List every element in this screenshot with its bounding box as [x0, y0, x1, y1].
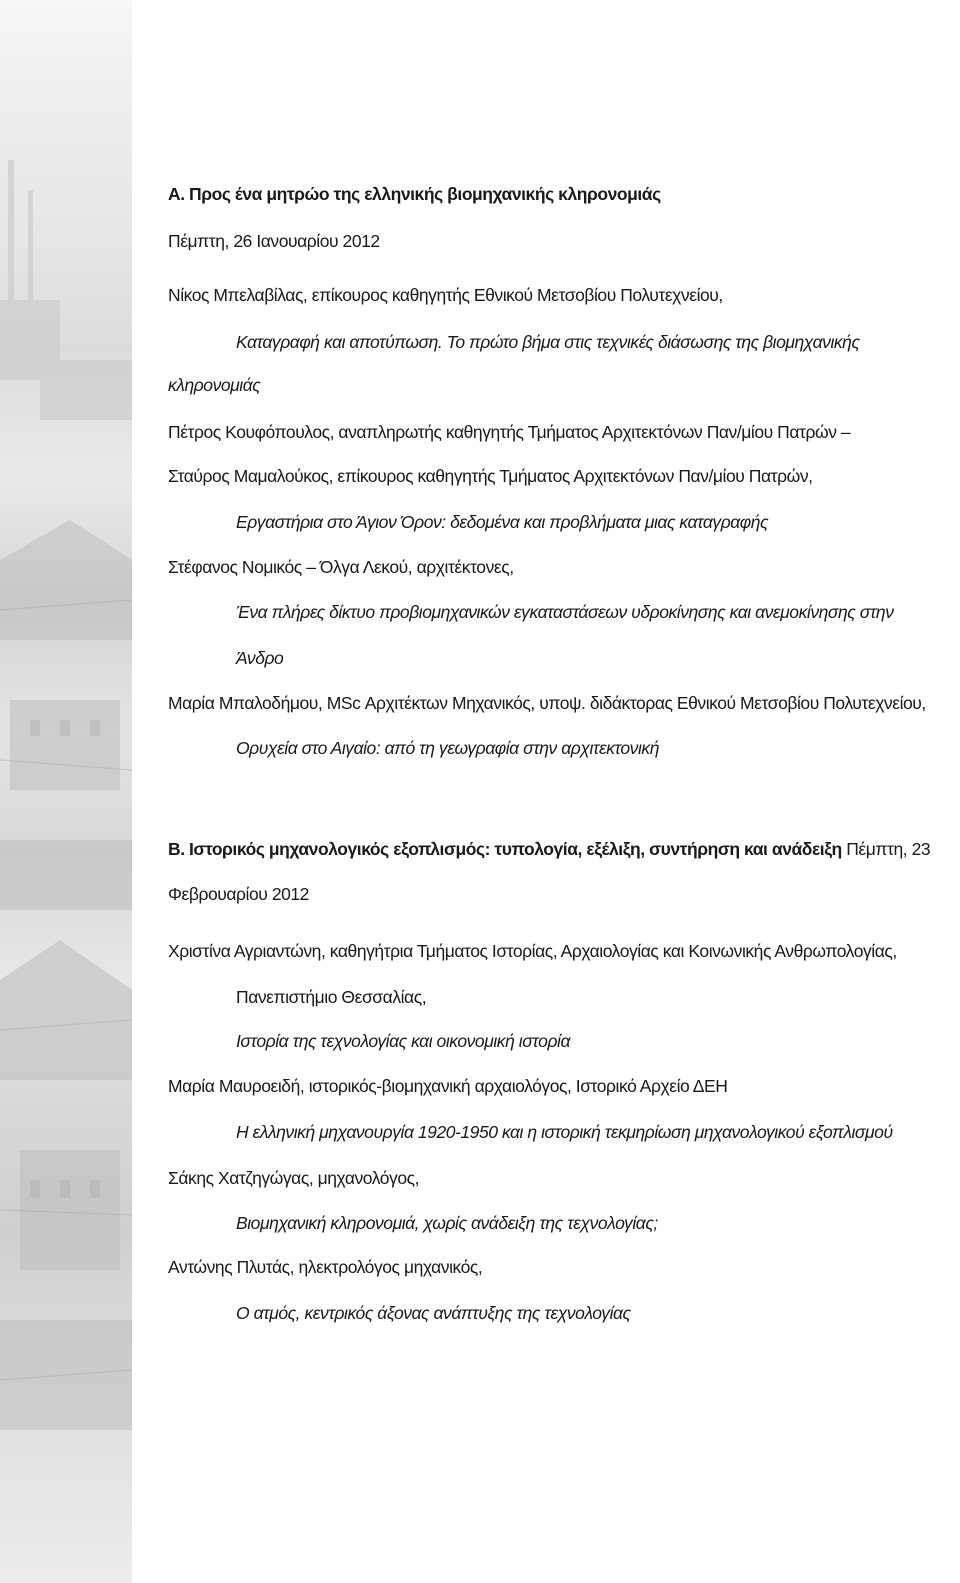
talk-title-steam: Ο ατμός, κεντρικός άξονας ανάπτυξης της τεχνολογίας: [236, 1303, 631, 1323]
section-b-date-part1: Πέμπτη, 23: [846, 839, 931, 859]
speaker-koufopoulos: Πέτρος Κουφόπουλος, αναπληρωτής καθηγητής Τμήματος Αρχιτεκτόνων Παν/μίου Πατρών –: [168, 422, 851, 442]
section-b-heading: [168, 838, 930, 860]
talk-title-history-technology: Ιστορία της τεχνολογίας και οικονομική ιστορία: [236, 1031, 570, 1051]
section-b-title: Β. Ιστορικός μηχανολογικός εξοπλισμός: τυπολογία, εξέλιξη, συντήρηση και ανάδειξη: [168, 839, 842, 859]
section-a-date: Πέμπτη, 26 Ιανουαρίου 2012: [168, 231, 380, 251]
speaker-agriantoni: Χριστίνα Αγριαντώνη, καθηγήτρια Τμήματος Ιστορίας, Αρχαιολογίας και Κοινωνικής Ανθρωπολογίας,: [168, 941, 897, 961]
talk-title-andros-line2: Άνδρο: [236, 648, 284, 668]
talk-title-andros-line1: Ένα πλήρες δίκτυο προβιομηχανικών εγκαταστάσεων υδροκίνησης και ανεμοκίνησης στην: [236, 602, 894, 622]
section-a-title: Α. Προς ένα μητρώο της ελληνικής βιομηχανικής κληρονομιάς: [168, 184, 661, 204]
talk-title-agion-oros: Εργαστήρια στο Άγιον Όρον: δεδομένα και προβλήματα μιας καταγραφής: [236, 512, 769, 532]
talk-title-greek-machine-shops: Η ελληνική μηχανουργία 1920-1950 και η ιστορική τεκμηρίωση μηχανολογικού εξοπλισμού: [236, 1122, 893, 1142]
speaker-agriantoni-affiliation: Πανεπιστήμιο Θεσσαλίας,: [236, 987, 427, 1007]
talk-title-industrial-heritage: Βιομηχανική κληρονομιά, χωρίς ανάδειξη της τεχνολογίας;: [236, 1213, 658, 1233]
section-b-date-part2: Φεβρουαρίου 2012: [168, 884, 309, 904]
speaker-balodimou: Μαρία Μπαλοδήμου, MSc Αρχιτέκτων Μηχανικός, υποψ. διδάκτορας Εθνικού Μετσοβίου Πολυτεχνείου,: [168, 693, 926, 713]
speaker-chatzigogas: Σάκης Χατζηγώγας, μηχανολόγος,: [168, 1168, 420, 1188]
speaker-mamaloukos: Σταύρος Μαμαλούκος, επίκουρος καθηγητής Τμήματος Αρχιτεκτόνων Παν/μίου Πατρών,: [168, 466, 813, 486]
talk-title-belavilas-line1: Καταγραφή και αποτύπωση. Το πρώτο βήμα στις τεχνικές διάσωσης της βιομηχανικής: [236, 332, 860, 352]
speaker-plytas: Αντώνης Πλυτάς, ηλεκτρολόγος μηχανικός,: [168, 1257, 483, 1277]
talk-title-belavilas-line2: κληρονομιάς: [168, 375, 261, 395]
speaker-belavilas: Νίκος Μπελαβίλας, επίκουρος καθηγητής Εθνικού Μετσοβίου Πολυτεχνείου,: [168, 285, 723, 305]
speaker-mavroeidi: Μαρία Μαυροειδή, ιστορικός-βιομηχανική αρχαιολόγος, Ιστορικό Αρχείο ΔΕΗ: [168, 1076, 728, 1096]
talk-title-mines-aegean: Ορυχεία στο Αιγαίο: από τη γεωγραφία στην αρχιτεκτονική: [236, 738, 659, 758]
speaker-nomikos-lekou: Στέφανος Νομικός – Όλγα Λεκού, αρχιτέκτονες,: [168, 557, 514, 577]
